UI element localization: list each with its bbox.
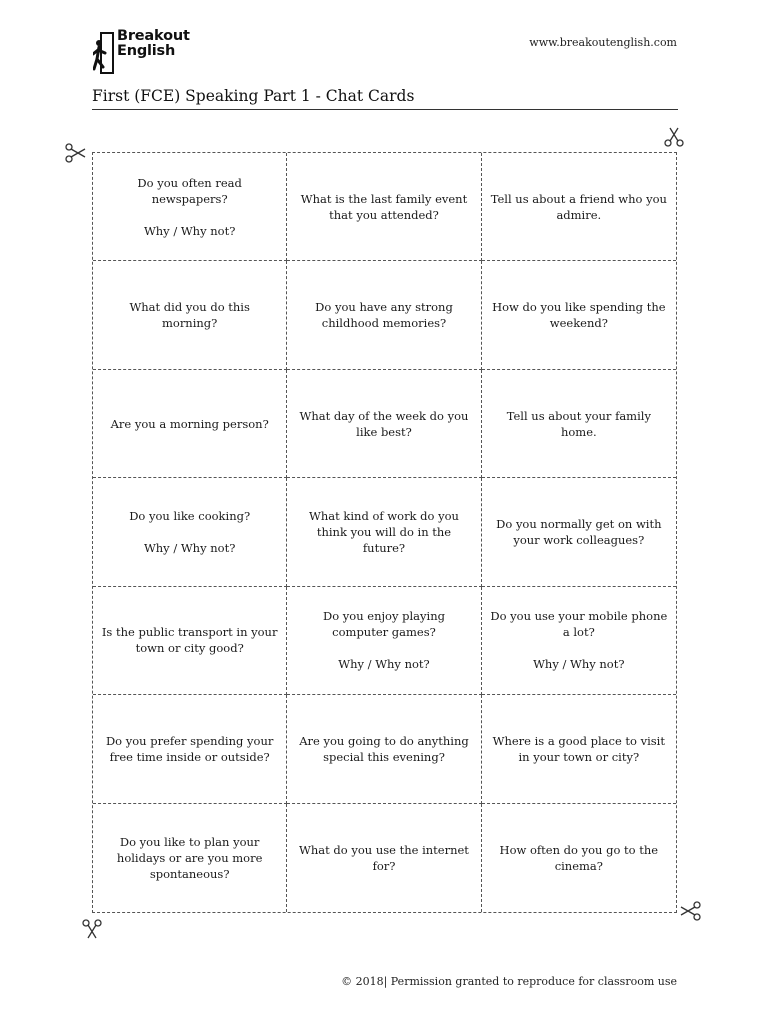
card-follow-up: Why / Why not? [143, 540, 236, 555]
card-question: How do you like spending the weekend? [492, 300, 666, 331]
logo [93, 29, 213, 79]
footer-copyright: © 2018| Permission granted to reproduce for classroom use [341, 975, 677, 988]
chat-card-grid [92, 152, 677, 913]
card-question: Tell us about your family home. [506, 408, 651, 439]
card-question: What is the last family event that you attended? [300, 191, 468, 222]
card-question: Where is a good place to visit in your town or city? [492, 733, 665, 764]
card-question: Do you normally get on with your work colleagues? [496, 516, 662, 547]
chat-card[interactable] [482, 587, 676, 695]
chat-card[interactable] [482, 804, 676, 912]
chat-card[interactable] [93, 695, 287, 803]
running-man-door-icon [93, 29, 117, 77]
logo-text [117, 29, 190, 59]
chat-card[interactable] [287, 153, 481, 261]
chat-card[interactable] [93, 587, 287, 695]
scissors-icon [663, 126, 685, 148]
chat-card[interactable] [93, 804, 287, 912]
scissors-icon [64, 142, 86, 164]
chat-card[interactable] [287, 478, 481, 586]
chat-card[interactable] [287, 587, 481, 695]
card-question: Do you have any strong childhood memories? [315, 300, 453, 331]
card-follow-up: Why / Why not? [143, 223, 236, 238]
chat-card[interactable] [287, 370, 481, 478]
card-question: What did you do this morning? [129, 300, 250, 331]
card-follow-up: Why / Why not? [338, 657, 430, 672]
card-question: Do you prefer spending your free time inside or outside? [105, 733, 274, 764]
card-question: Are you a morning person? [110, 416, 269, 431]
card-question: How often do you go to the cinema? [499, 842, 659, 873]
card-question: What day of the week do you like best? [299, 408, 469, 439]
card-question: Is the public transport in your town or city good? [101, 625, 278, 656]
card-question: What do you use the internet for? [299, 842, 469, 873]
card-question: Do you enjoy playing computer games? [323, 609, 445, 640]
chat-card[interactable] [93, 261, 287, 369]
chat-card[interactable] [93, 370, 287, 478]
card-question: Are you going to do anything special this evening? [299, 733, 469, 764]
chat-card[interactable] [287, 804, 481, 912]
chat-card[interactable] [287, 695, 481, 803]
scissors-icon [680, 900, 702, 922]
chat-card[interactable] [482, 261, 676, 369]
chat-card[interactable] [287, 261, 481, 369]
logo-line-1: Breakout [117, 28, 190, 44]
chat-card[interactable] [482, 695, 676, 803]
chat-card[interactable] [93, 153, 287, 261]
card-question: Do you often read newspapers? [137, 175, 242, 206]
title-divider [92, 109, 678, 110]
chat-card[interactable] [93, 478, 287, 586]
card-follow-up: Why / Why not? [533, 657, 625, 672]
chat-card[interactable] [482, 478, 676, 586]
logo-line-2: English [117, 43, 176, 59]
chat-card[interactable] [482, 370, 676, 478]
card-question: Do you use your mobile phone a lot? [490, 609, 668, 640]
page-title: First (FCE) Speaking Part 1 - Chat Cards [92, 87, 415, 105]
card-question: Tell us about a friend who you admire. [490, 191, 667, 222]
scissors-icon [81, 918, 103, 940]
site-url[interactable]: www.breakoutenglish.com [529, 36, 677, 49]
card-question: Do you like to plan your holidays or are you more spontaneous? [116, 834, 263, 881]
card-question: What kind of work do you think you will do in the future? [309, 508, 459, 555]
chat-card[interactable] [482, 153, 676, 261]
card-question: Do you like cooking? [129, 508, 251, 523]
